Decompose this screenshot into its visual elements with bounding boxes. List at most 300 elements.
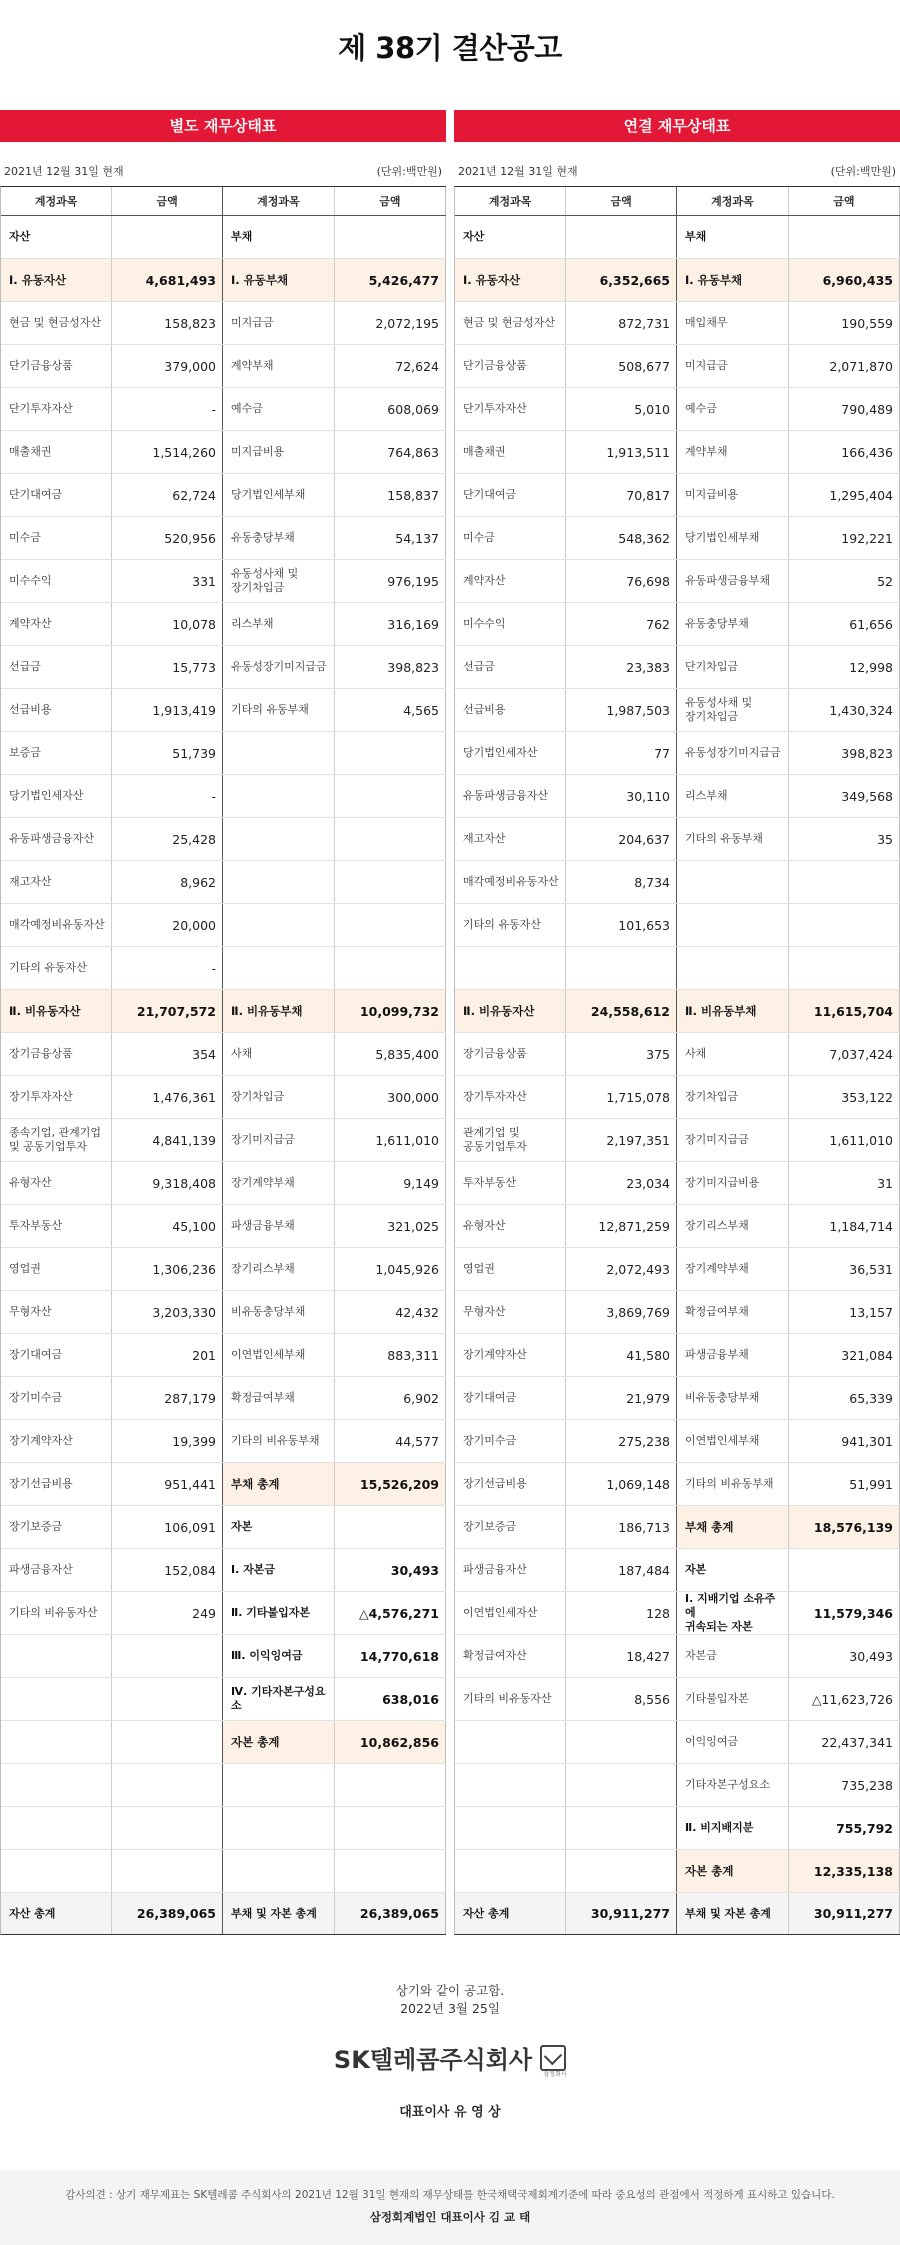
amount-cell (788, 904, 899, 947)
amount-cell: 13,157 (788, 1291, 899, 1334)
table-row (677, 904, 900, 947)
table-row (455, 1248, 677, 1291)
amount-cell: 2,072,195 (334, 302, 445, 345)
account-name-cell: Ⅱ. 비유동자산 (1, 990, 112, 1033)
account-name-cell: 자본 (223, 1506, 334, 1549)
account-name-cell: 장기미지급금 (677, 1119, 788, 1162)
separate-statement-banner: 별도 재무상태표 (0, 110, 446, 142)
table-row (223, 1764, 446, 1807)
amount-cell: 3,869,769 (566, 1291, 677, 1334)
amount-cell (566, 216, 677, 259)
account-name-cell: 장기차입금 (677, 1076, 788, 1119)
amount-cell (334, 775, 445, 818)
table-row (455, 302, 677, 345)
consolidated-statement-unit: (단위:백만원) (830, 165, 896, 178)
account-name-cell: 재고자산 (1, 861, 112, 904)
amount-cell: 77 (566, 732, 677, 775)
table-row (455, 1549, 677, 1592)
account-name-cell: Ⅱ. 비유동자산 (455, 990, 566, 1033)
account-name-cell: 리스부채 (677, 775, 788, 818)
amount-cell: 21,707,572 (112, 990, 223, 1033)
account-name-cell (1, 1721, 112, 1764)
account-name-cell: 유동성장기미지급금 (677, 732, 788, 775)
amount-cell: 548,362 (566, 517, 677, 560)
amount-cell: 15,773 (112, 646, 223, 689)
account-name-cell: 확정급여부채 (223, 1377, 334, 1420)
account-name-cell: 비유동충당부채 (677, 1377, 788, 1420)
account-name-cell: 기타의 유동자산 (1, 947, 112, 990)
account-name-cell: 미지급비용 (223, 431, 334, 474)
table-row (455, 560, 677, 603)
account-name-cell: 장기금융상품 (455, 1033, 566, 1076)
account-name-cell: 기타의 비유동부채 (677, 1463, 788, 1506)
account-name-cell: 유동파생금융자산 (455, 775, 566, 818)
account-name-cell: 기타자본구성요소 (677, 1764, 788, 1807)
table-row (1, 1248, 223, 1291)
amount-cell: 76,698 (566, 560, 677, 603)
table-row (223, 1205, 446, 1248)
amount-cell: 9,149 (334, 1162, 445, 1205)
account-name-cell: 자본 총계 (677, 1850, 788, 1893)
account-name-cell: 장기차입금 (223, 1076, 334, 1119)
account-name-cell: 유형자산 (455, 1205, 566, 1248)
table-row (223, 603, 446, 646)
account-name-cell: 미수금 (1, 517, 112, 560)
table-row (1, 1678, 223, 1721)
table-row (677, 1076, 900, 1119)
amount-cell: 1,913,419 (112, 689, 223, 732)
amount-cell (334, 1850, 445, 1893)
account-name-cell: 기타불입자본 (677, 1678, 788, 1721)
account-name-cell: 무형자산 (455, 1291, 566, 1334)
table-row (223, 861, 446, 904)
amount-cell: - (112, 775, 223, 818)
account-name-cell: 단기금융상품 (455, 345, 566, 388)
amount-cell: 187,484 (566, 1549, 677, 1592)
table-row (455, 1893, 677, 1935)
table-row (223, 1334, 446, 1377)
amount-cell: 204,637 (566, 818, 677, 861)
table-row (1, 431, 223, 474)
account-name-cell: 미지급비용 (677, 474, 788, 517)
account-name-cell: Ⅰ. 유동부채 (677, 259, 788, 302)
amount-cell: 31 (788, 1162, 899, 1205)
account-name-cell: Ⅰ. 지배기업 소유주에 귀속되는 자본 (677, 1592, 788, 1635)
account-name-cell: 보증금 (1, 732, 112, 775)
table-row (223, 1420, 446, 1463)
amount-cell: 1,913,511 (566, 431, 677, 474)
table-row (455, 1162, 677, 1205)
amount-cell: 1,715,078 (566, 1076, 677, 1119)
amount-cell: 2,072,493 (566, 1248, 677, 1291)
amount-cell (788, 947, 899, 990)
amount-cell: 6,352,665 (566, 259, 677, 302)
amount-cell: 30,911,277 (788, 1893, 899, 1935)
amount-cell: 5,010 (566, 388, 677, 431)
amount-cell: 51,991 (788, 1463, 899, 1506)
account-name-cell: Ⅰ. 자본금 (223, 1549, 334, 1592)
table-row (1, 775, 223, 818)
account-name-cell: 장기보증금 (1, 1506, 112, 1549)
amount-cell: 24,558,612 (566, 990, 677, 1033)
amount-cell: 22,437,341 (788, 1721, 899, 1764)
account-name-cell: 관계기업 및 공동기업투자 (455, 1119, 566, 1162)
table-row (677, 603, 900, 646)
account-name-cell (223, 818, 334, 861)
amount-cell (334, 216, 445, 259)
amount-cell: 5,426,477 (334, 259, 445, 302)
table-row (1, 1076, 223, 1119)
table-row (223, 1549, 446, 1592)
amount-cell: 353,122 (788, 1076, 899, 1119)
amount-cell: 755,792 (788, 1807, 899, 1850)
consolidated-assets-table (455, 187, 677, 1934)
notice-date: 2022년 3월 25일 (400, 2001, 500, 2016)
account-name-cell: 파생금융자산 (455, 1549, 566, 1592)
table-row (455, 646, 677, 689)
separate-statement-tables (0, 186, 446, 1935)
account-name-cell: 자산 (455, 216, 566, 259)
account-name-cell: 유동파생금융부채 (677, 560, 788, 603)
table-row (455, 689, 677, 732)
amount-cell: 26,389,065 (112, 1893, 223, 1935)
table-row (1, 1162, 223, 1205)
account-name-cell (677, 861, 788, 904)
account-name-cell: 영업권 (1, 1248, 112, 1291)
account-name-cell (455, 1850, 566, 1893)
table-row (677, 1463, 900, 1506)
amount-cell: 2,197,351 (566, 1119, 677, 1162)
table-row (223, 689, 446, 732)
company-signature (0, 2040, 900, 2078)
account-name-cell: 미지급금 (223, 302, 334, 345)
separate-assets-table (1, 187, 223, 1934)
table-row (223, 302, 446, 345)
seal-caption: 삼정회사 (543, 2070, 567, 2078)
table-row (677, 345, 900, 388)
account-name-cell: 기타의 유동자산 (455, 904, 566, 947)
amount-cell: 331 (112, 560, 223, 603)
table-row (1, 1721, 223, 1764)
account-name-cell: Ⅱ. 비지배지분 (677, 1807, 788, 1850)
auditor-name: 삼정회계법인 대표이사 김 교 태 (369, 2210, 531, 2224)
amount-cell: 42,432 (334, 1291, 445, 1334)
amount-cell: 11,579,346 (788, 1592, 899, 1635)
table-row (1, 1592, 223, 1635)
account-name-cell: 사채 (677, 1033, 788, 1076)
account-name-cell: 장기계약자산 (455, 1334, 566, 1377)
table-row (455, 1291, 677, 1334)
account-name-cell: 기타의 비유동자산 (455, 1678, 566, 1721)
table-row (455, 1334, 677, 1377)
amount-cell: 316,169 (334, 603, 445, 646)
table-row (455, 1807, 677, 1850)
table-row (223, 1893, 446, 1935)
account-name-cell: 자본 총계 (223, 1721, 334, 1764)
amount-cell: 158,823 (112, 302, 223, 345)
account-name-cell: 부채 (677, 216, 788, 259)
table-row (455, 1463, 677, 1506)
table-row (223, 818, 446, 861)
table-row (1, 1033, 223, 1076)
amount-cell: 23,383 (566, 646, 677, 689)
amount-cell: 7,037,424 (788, 1033, 899, 1076)
amount-cell (334, 818, 445, 861)
amount-cell (112, 1850, 223, 1893)
account-name-cell: 무형자산 (1, 1291, 112, 1334)
amount-cell: 379,000 (112, 345, 223, 388)
company-seal-icon (540, 2045, 567, 2078)
amount-cell: 398,823 (334, 646, 445, 689)
account-name-cell: 장기미지급금 (223, 1119, 334, 1162)
separate-statement-date: 2021년 12월 31일 현재 (4, 165, 124, 178)
amount-cell: 1,476,361 (112, 1076, 223, 1119)
table-row (223, 388, 446, 431)
column-header-account: 계정과목 (677, 187, 788, 216)
amount-cell: 128 (566, 1592, 677, 1635)
table-row (1, 990, 223, 1033)
amount-cell: 872,731 (566, 302, 677, 345)
account-name-cell: 계약자산 (1, 603, 112, 646)
amount-cell: 45,100 (112, 1205, 223, 1248)
table-row (677, 388, 900, 431)
account-name-cell: 당기법인세자산 (455, 732, 566, 775)
account-name-cell: 자산 (1, 216, 112, 259)
amount-cell: 1,514,260 (112, 431, 223, 474)
amount-cell: 10,862,856 (334, 1721, 445, 1764)
amount-cell: 883,311 (334, 1334, 445, 1377)
account-name-cell: 단기금융상품 (1, 345, 112, 388)
amount-cell: 72,624 (334, 345, 445, 388)
table-row (223, 732, 446, 775)
table-row (455, 1764, 677, 1807)
account-name-cell: 단기투자자산 (1, 388, 112, 431)
amount-cell: △11,623,726 (788, 1678, 899, 1721)
account-name-cell: 매각예정비유동자산 (1, 904, 112, 947)
amount-cell: 762 (566, 603, 677, 646)
account-name-cell: 유동충당부채 (223, 517, 334, 560)
table-row (223, 517, 446, 560)
account-name-cell: 장기리스부채 (677, 1205, 788, 1248)
account-name-cell: 매입채무 (677, 302, 788, 345)
amount-cell (334, 732, 445, 775)
table-row (1, 388, 223, 431)
table-row (455, 861, 677, 904)
table-row (1, 689, 223, 732)
account-name-cell: 미수수익 (455, 603, 566, 646)
table-row (677, 818, 900, 861)
amount-cell: 5,835,400 (334, 1033, 445, 1076)
amount-cell: 21,979 (566, 1377, 677, 1420)
amount-cell: 1,611,010 (334, 1119, 445, 1162)
account-name-cell (1, 1678, 112, 1721)
column-header-account: 계정과목 (1, 187, 112, 216)
amount-cell: 36,531 (788, 1248, 899, 1291)
account-name-cell: 매각예정비유동자산 (455, 861, 566, 904)
amount-cell (334, 1807, 445, 1850)
table-row (1, 1291, 223, 1334)
amount-cell: 1,295,404 (788, 474, 899, 517)
separate-statement-meta (0, 142, 446, 186)
table-row (677, 1033, 900, 1076)
account-name-cell: 유동성사채 및 장기차입금 (223, 560, 334, 603)
table-row (455, 474, 677, 517)
column-header-amount: 금액 (566, 187, 677, 216)
table-row (223, 1592, 446, 1635)
table-row (223, 1807, 446, 1850)
amount-cell: 65,339 (788, 1377, 899, 1420)
notice-block (0, 1982, 900, 2018)
amount-cell: 321,025 (334, 1205, 445, 1248)
account-name-cell: 자산 총계 (1, 1893, 112, 1935)
account-name-cell: Ⅱ. 비유동부채 (223, 990, 334, 1033)
table-row (677, 1377, 900, 1420)
amount-cell: 44,577 (334, 1420, 445, 1463)
amount-cell: 52 (788, 560, 899, 603)
account-name-cell: 기타의 유동부채 (677, 818, 788, 861)
account-name-cell (223, 904, 334, 947)
account-name-cell: 장기리스부채 (223, 1248, 334, 1291)
table-row (1, 603, 223, 646)
amount-cell: 190,559 (788, 302, 899, 345)
ceo-name: 대표이사 유 영 상 (399, 2105, 501, 2120)
amount-cell: 152,084 (112, 1549, 223, 1592)
amount-cell: 10,099,732 (334, 990, 445, 1033)
amount-cell: 6,960,435 (788, 259, 899, 302)
account-name-cell (455, 1764, 566, 1807)
table-row (223, 345, 446, 388)
amount-cell: 10,078 (112, 603, 223, 646)
table-row (455, 603, 677, 646)
table-row (223, 259, 446, 302)
amount-cell: △4,576,271 (334, 1592, 445, 1635)
account-name-cell: 유동성사채 및 장기차입금 (677, 689, 788, 732)
account-name-cell: 장기선급비용 (1, 1463, 112, 1506)
account-name-cell (223, 947, 334, 990)
column-header-account: 계정과목 (223, 187, 334, 216)
amount-cell: 158,837 (334, 474, 445, 517)
account-name-cell (223, 1850, 334, 1893)
amount-cell: 2,071,870 (788, 345, 899, 388)
amount-cell: 8,556 (566, 1678, 677, 1721)
table-row (455, 1205, 677, 1248)
page-title: 제 38기 결산공고 (338, 31, 562, 65)
account-name-cell: 유형자산 (1, 1162, 112, 1205)
table-row (223, 1248, 446, 1291)
table-row (223, 1033, 446, 1076)
amount-cell: 20,000 (112, 904, 223, 947)
amount-cell: 1,069,148 (566, 1463, 677, 1506)
table-row (455, 1076, 677, 1119)
account-name-cell: 파생금융부채 (677, 1334, 788, 1377)
account-name-cell: 부채 총계 (677, 1506, 788, 1549)
account-name-cell: 자산 총계 (455, 1893, 566, 1935)
table-row (677, 1764, 900, 1807)
table-row (677, 1119, 900, 1162)
account-name-cell: 영업권 (455, 1248, 566, 1291)
table-row (677, 1807, 900, 1850)
account-name-cell: 장기선급비용 (455, 1463, 566, 1506)
amount-cell: 508,677 (566, 345, 677, 388)
amount-cell: 26,389,065 (334, 1893, 445, 1935)
account-name-cell (223, 861, 334, 904)
account-name-cell (1, 1807, 112, 1850)
account-name-cell (455, 1721, 566, 1764)
table-row (677, 474, 900, 517)
account-name-cell: 이연법인세부채 (223, 1334, 334, 1377)
amount-cell: 201 (112, 1334, 223, 1377)
table-row (1, 732, 223, 775)
amount-cell: 3,203,330 (112, 1291, 223, 1334)
table-row (455, 732, 677, 775)
account-name-cell: 유동충당부채 (677, 603, 788, 646)
amount-cell: 638,016 (334, 1678, 445, 1721)
amount-cell: 520,956 (112, 517, 223, 560)
account-name-cell: 단기대여금 (455, 474, 566, 517)
table-row (455, 818, 677, 861)
account-name-cell: 기타의 비유동부채 (223, 1420, 334, 1463)
table-row (677, 990, 900, 1033)
amount-cell (112, 1764, 223, 1807)
account-name-cell: 이익잉여금 (677, 1721, 788, 1764)
account-name-cell: 예수금 (677, 388, 788, 431)
account-name-cell: 당기법인세부채 (223, 474, 334, 517)
amount-cell (788, 861, 899, 904)
amount-cell: 12,335,138 (788, 1850, 899, 1893)
amount-cell (788, 216, 899, 259)
table-row (455, 990, 677, 1033)
account-name-cell: 선급비용 (455, 689, 566, 732)
amount-cell (566, 1807, 677, 1850)
amount-cell: 398,823 (788, 732, 899, 775)
table-row (1, 302, 223, 345)
amount-cell: 30,493 (334, 1549, 445, 1592)
table-row (1, 1420, 223, 1463)
amount-cell: - (112, 947, 223, 990)
separate-statement-panel (0, 110, 446, 1935)
account-name-cell: 부채 및 자본 총계 (223, 1893, 334, 1935)
account-name-cell: 이연법인세부채 (677, 1420, 788, 1463)
amount-cell (112, 1807, 223, 1850)
table-row (223, 474, 446, 517)
table-row (223, 1506, 446, 1549)
account-name-cell: 매출채권 (455, 431, 566, 474)
table-row (455, 1592, 677, 1635)
table-row (677, 1205, 900, 1248)
account-name-cell (223, 1807, 334, 1850)
table-row (455, 1119, 677, 1162)
table-row (677, 1635, 900, 1678)
account-name-cell: 유동파생금융자산 (1, 818, 112, 861)
table-row (223, 1377, 446, 1420)
table-row (223, 947, 446, 990)
account-name-cell: 당기법인세부채 (677, 517, 788, 560)
account-name-cell: 부채 총계 (223, 1463, 334, 1506)
amount-cell (566, 1721, 677, 1764)
amount-cell: 25,428 (112, 818, 223, 861)
table-row (1, 1549, 223, 1592)
notice-text: 상기와 같이 공고함. (395, 1983, 505, 1998)
account-name-cell: Ⅳ. 기타자본구성요소 (223, 1678, 334, 1721)
table-row (455, 1506, 677, 1549)
separate-liabilities-equity-table (223, 187, 446, 1934)
table-row (455, 345, 677, 388)
account-name-cell (677, 904, 788, 947)
account-name-cell (677, 947, 788, 990)
consolidated-statement-meta (454, 142, 900, 186)
amount-cell: 4,565 (334, 689, 445, 732)
account-name-cell: 사채 (223, 1033, 334, 1076)
